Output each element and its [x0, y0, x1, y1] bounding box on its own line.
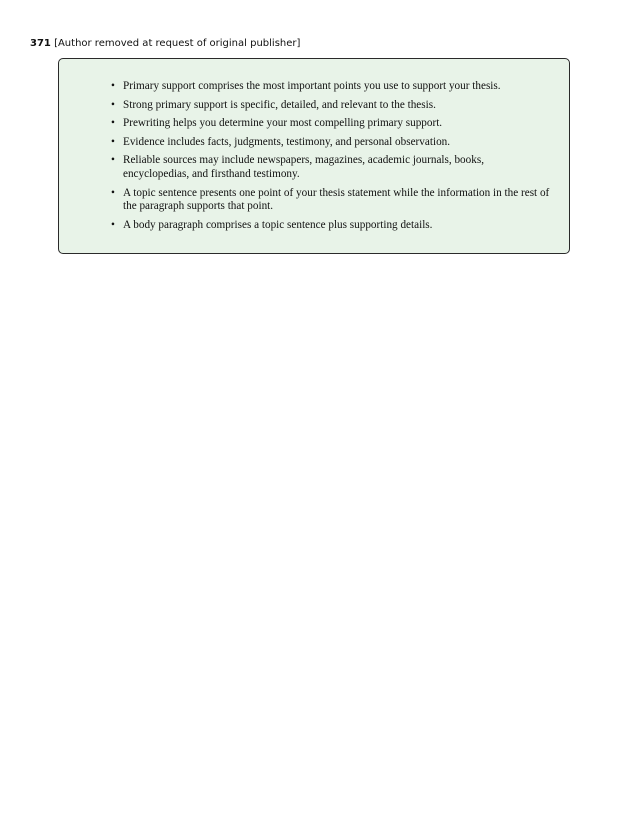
list-item	[111, 80, 551, 94]
list-item-text: Evidence includes facts, judgments, testimony, and personal observation.	[123, 135, 451, 148]
list-item	[111, 136, 551, 150]
list-item-text: Prewriting helps you determine your most compelling primary support.	[123, 117, 443, 130]
bullet-icon: •	[111, 154, 115, 167]
key-takeaways-box	[58, 58, 570, 254]
running-header	[30, 38, 300, 49]
page-number: 371	[30, 38, 51, 49]
list-item	[111, 99, 551, 113]
list-item-text: Reliable sources may include newspapers, magazines, academic journals, books, encyclopedias, and firsthand testimony.	[123, 154, 484, 180]
list-item-text: A body paragraph comprises a topic sentence plus supporting details.	[123, 218, 433, 231]
list-item	[111, 219, 551, 233]
bullet-icon: •	[111, 135, 115, 148]
bullet-icon: •	[111, 117, 115, 130]
bullet-icon: •	[111, 98, 115, 111]
list-item	[111, 117, 551, 131]
list-item-text: A topic sentence presents one point of your thesis statement while the information in the rest of the paragraph supports that point.	[123, 186, 550, 213]
bullet-icon: •	[111, 218, 115, 231]
list-item	[111, 187, 551, 214]
takeaways-list	[111, 80, 551, 237]
list-item-text: Strong primary support is specific, detailed, and relevant to the thesis.	[123, 98, 436, 111]
list-item	[111, 154, 551, 181]
bullet-icon: •	[111, 80, 115, 92]
bullet-icon: •	[111, 186, 115, 199]
header-attribution: [Author removed at request of original publisher]	[54, 38, 301, 49]
list-item-text: Primary support comprises the most important points you use to support your thesis.	[123, 80, 501, 92]
